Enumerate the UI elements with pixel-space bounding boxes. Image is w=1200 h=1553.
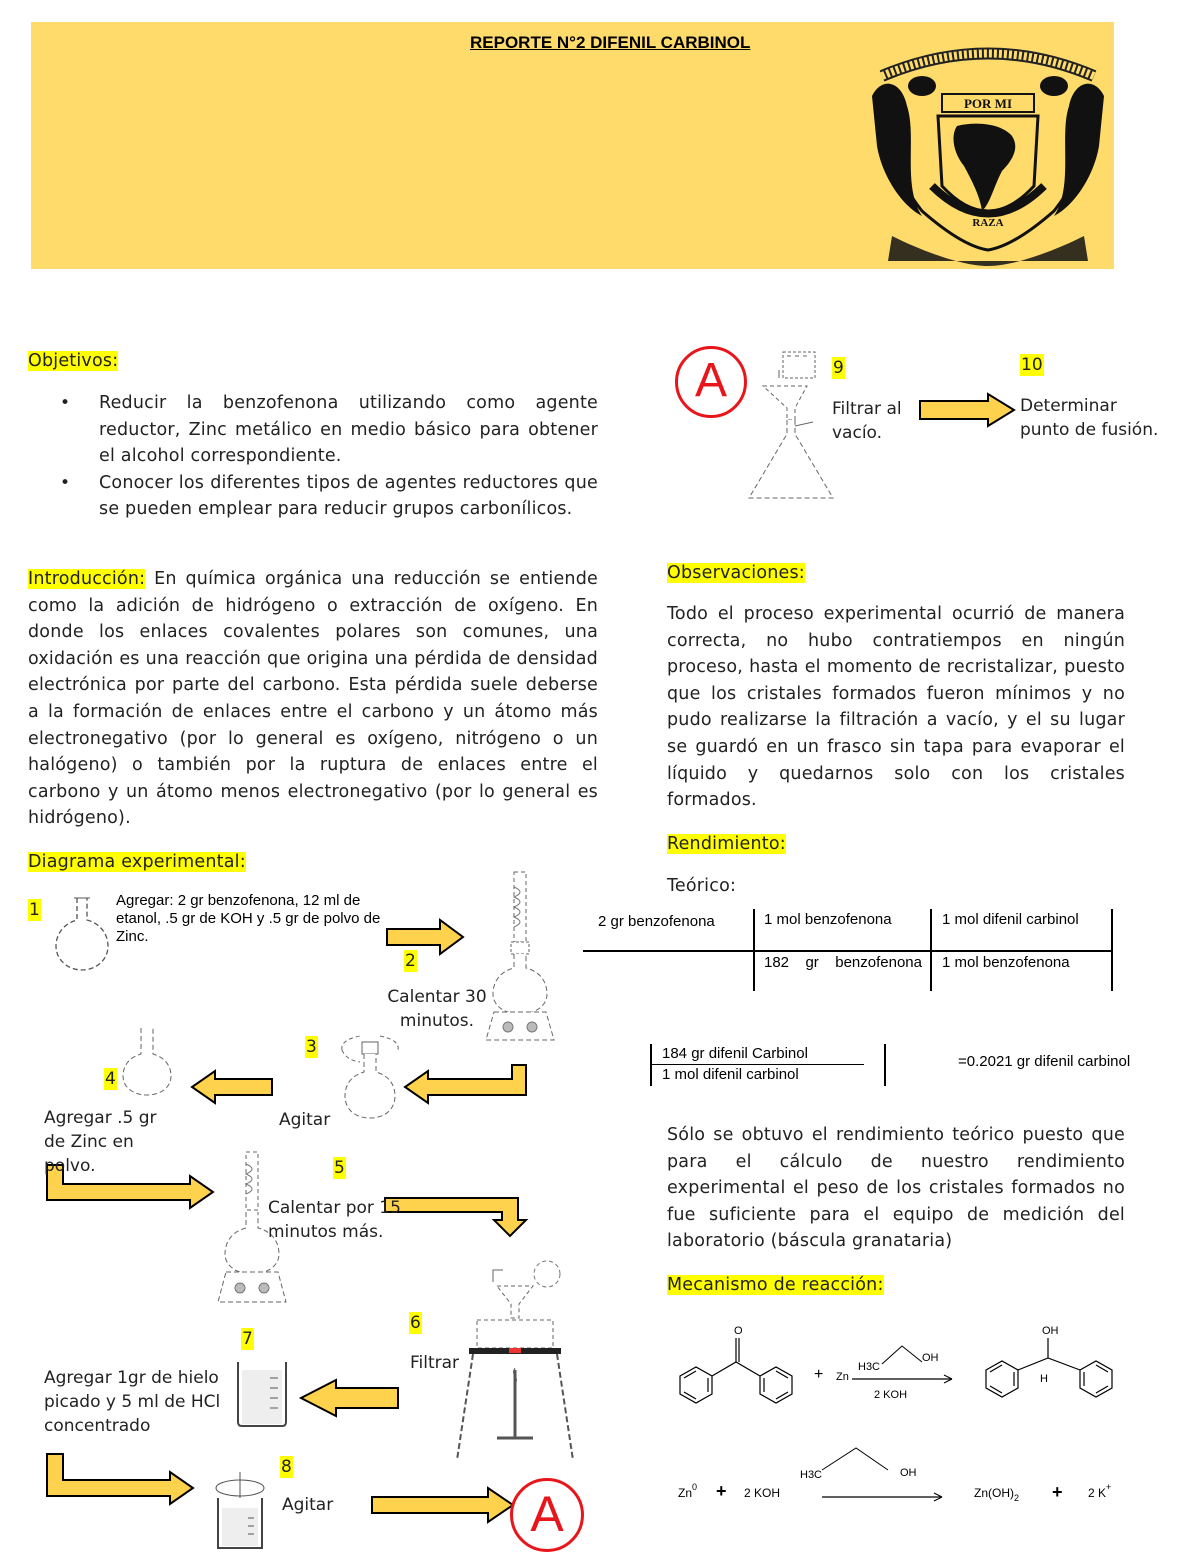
arrow-right-icon — [918, 392, 1018, 428]
step-3-label: Agitar — [279, 1110, 331, 1130]
step-number: 3 — [306, 1037, 317, 1057]
zinc-0-label: Zn$^0$ — [678, 1482, 698, 1500]
step-1-label: Agregar: 2 gr benzofenona, 12 ml de etanol, .5 gr de KOH y .5 gr de polvo de Zinc. — [116, 892, 381, 945]
zinc-label: Zn — [836, 1371, 849, 1383]
objetivo-item: • Reducir la benzofenona utilizando como agente reductor, Zinc metálico en medio básico para obtener el alcohol correspondiente. — [28, 390, 598, 470]
step-number: 10 — [1021, 355, 1043, 375]
zinc-hydroxide-label: $Zn(OH)_2$ — [974, 1486, 1020, 1503]
round-flask-icon — [123, 1028, 171, 1095]
h3c-label: H3C — [800, 1469, 823, 1481]
step-6-label: Filtrar — [410, 1353, 460, 1373]
reaction-2-scheme — [660, 1430, 1140, 1520]
factor-denominator: 1 mol difenil carbinol — [662, 1066, 799, 1083]
product-h-label: H — [1040, 1373, 1048, 1385]
connector-a-top: A — [675, 346, 747, 418]
step-number: 9 — [833, 358, 844, 378]
arrow-bent-left-icon — [405, 1065, 526, 1103]
step-number: 6 — [410, 1313, 421, 1333]
plus-sign: + — [1052, 1482, 1063, 1502]
oh-label: OH — [900, 1467, 917, 1479]
round-flask-icon — [56, 898, 108, 970]
koh-label: 2 KOH — [874, 1389, 908, 1401]
introduccion-paragraph: Introducción: En química orgánica una reducción se entiende como la adición de hidrógeno o extracción de oxígeno. En donde los enlaces covalentes polares son comunes, una oxidación es una reacción que origina una pérdida de densidad electrónica por parte del carbono. Esta pérdida suele deberse a la formación de enlaces entre el carbono y un átomo más electronegativo (por lo general es oxígeno, nitrógeno o un halógeno) o también por la ruptura de enlaces entre el carbono y un átomo menos electronegativo (por lo general es hidrógeno). — [28, 569, 598, 829]
h3c-label: H3C — [858, 1361, 881, 1373]
connector-a-bottom: A — [510, 1478, 584, 1552]
step-2-label: Calentar 30 minutos. — [387, 987, 487, 1031]
table-divider — [1111, 909, 1113, 991]
fraction-line — [652, 1064, 864, 1065]
filtration-setup-icon — [457, 1261, 573, 1460]
step-10-label: Determinar punto de fusión. — [1020, 396, 1159, 440]
vacuum-filtration-icon — [735, 348, 845, 508]
koh-label: 2 KOH — [744, 1486, 781, 1500]
svg-text:POR MI: POR MI — [963, 96, 1013, 111]
step-number: 7 — [242, 1329, 253, 1349]
arrow-left-icon — [301, 1380, 398, 1416]
table-cell: 2 gr benzofenona — [598, 913, 715, 930]
beaker-stirring-icon — [216, 1472, 264, 1548]
report-title: REPORTE N°2 DIFENIL CARBINOL — [470, 33, 751, 52]
product-oh-label: OH — [1042, 1325, 1059, 1337]
step-number: 8 — [281, 1457, 292, 1477]
oxygen-label: O — [734, 1325, 743, 1337]
oh-label: OH — [922, 1352, 939, 1364]
fraction-line — [583, 950, 1113, 952]
observaciones-heading: Observaciones: — [667, 563, 805, 583]
diagrama-heading: Diagrama experimental: — [28, 852, 246, 872]
arrow-bent-right-icon — [47, 1454, 193, 1504]
step-number: 4 — [105, 1069, 116, 1089]
observaciones-paragraph: Todo el proceso experimental ocurrió de manera correcta, no hubo contratiempos en ningún proceso, hasta el momento de recristalizar, puesto que los cristales formados fueron mínimos y no pudo realizarse la filtración a vacío, y el su lugar se guardó en un frasco sin tapa para evaporar el líquido y quedarnos solo con los cristales formados. — [667, 604, 1125, 811]
table-divider — [930, 909, 932, 991]
table-cell: 1 mol difenil carbinol — [942, 911, 1079, 928]
table-divider — [753, 909, 755, 991]
conversion-factor — [650, 1044, 886, 1086]
step-5-label: Calentar por 15 minutos más. — [268, 1198, 401, 1242]
step-number: 2 — [405, 951, 416, 971]
yield-calculation-table — [583, 907, 1113, 993]
arrow-right-icon — [372, 1488, 513, 1522]
rendimiento-heading: Rendimiento: — [667, 834, 786, 854]
step-9-label: Filtrar al vacío. — [832, 399, 902, 443]
arrow-left-icon — [192, 1071, 272, 1103]
introduccion-heading: Introducción: — [28, 569, 146, 589]
step-4-label: Agregar .5 gr de Zinc en polvo. — [44, 1108, 157, 1176]
plus-sign: + — [814, 1366, 824, 1383]
objetivos-heading: Objetivos: — [28, 351, 119, 371]
flask-stirring-icon — [342, 1036, 398, 1118]
step-number: 1 — [29, 900, 40, 920]
factor-numerator: 184 gr difenil Carbinol — [662, 1045, 808, 1062]
reaction-1-scheme — [660, 1316, 1140, 1426]
table-cell: 182 gr benzofenona — [764, 954, 922, 971]
reflux-heating-setup-icon — [486, 872, 554, 1040]
rendimiento-paragraph: Sólo se obtuvo el rendimiento teórico puesto que para el cálculo de nuestro rendimiento experimental el peso de los cristales formados no fue suficiente para el equipo de medición del laboratorio (báscula granataria) — [667, 1125, 1125, 1252]
arrow-right-icon — [387, 920, 463, 954]
plus-sign: + — [716, 1481, 727, 1501]
step-7-label: Agregar 1gr de hielo picado y 5 ml de HCl concentrado — [44, 1368, 221, 1436]
objetivos-list — [28, 390, 598, 523]
table-cell: 1 mol benzofenona — [764, 911, 892, 928]
potassium-ion-label: 2 K+ — [1088, 1482, 1112, 1500]
step-number: 5 — [334, 1158, 345, 1178]
table-cell: 1 mol benzofenona — [942, 954, 1070, 971]
step-8-label: Agitar — [282, 1495, 334, 1515]
beaker-icon — [238, 1362, 286, 1426]
teorico-label: Teórico: — [667, 876, 737, 896]
theoretical-yield-result: =0.2021 gr difenil carbinol — [958, 1053, 1131, 1070]
mecanismo-heading: Mecanismo de reacción: — [667, 1275, 884, 1295]
objetivo-item: • Conocer los diferentes tipos de agentes reductores que se pueden emplear para reducir grupos carbonílicos. — [28, 470, 598, 523]
unam-seal-logo — [862, 36, 1114, 268]
svg-text:RAZA: RAZA — [972, 217, 1004, 229]
